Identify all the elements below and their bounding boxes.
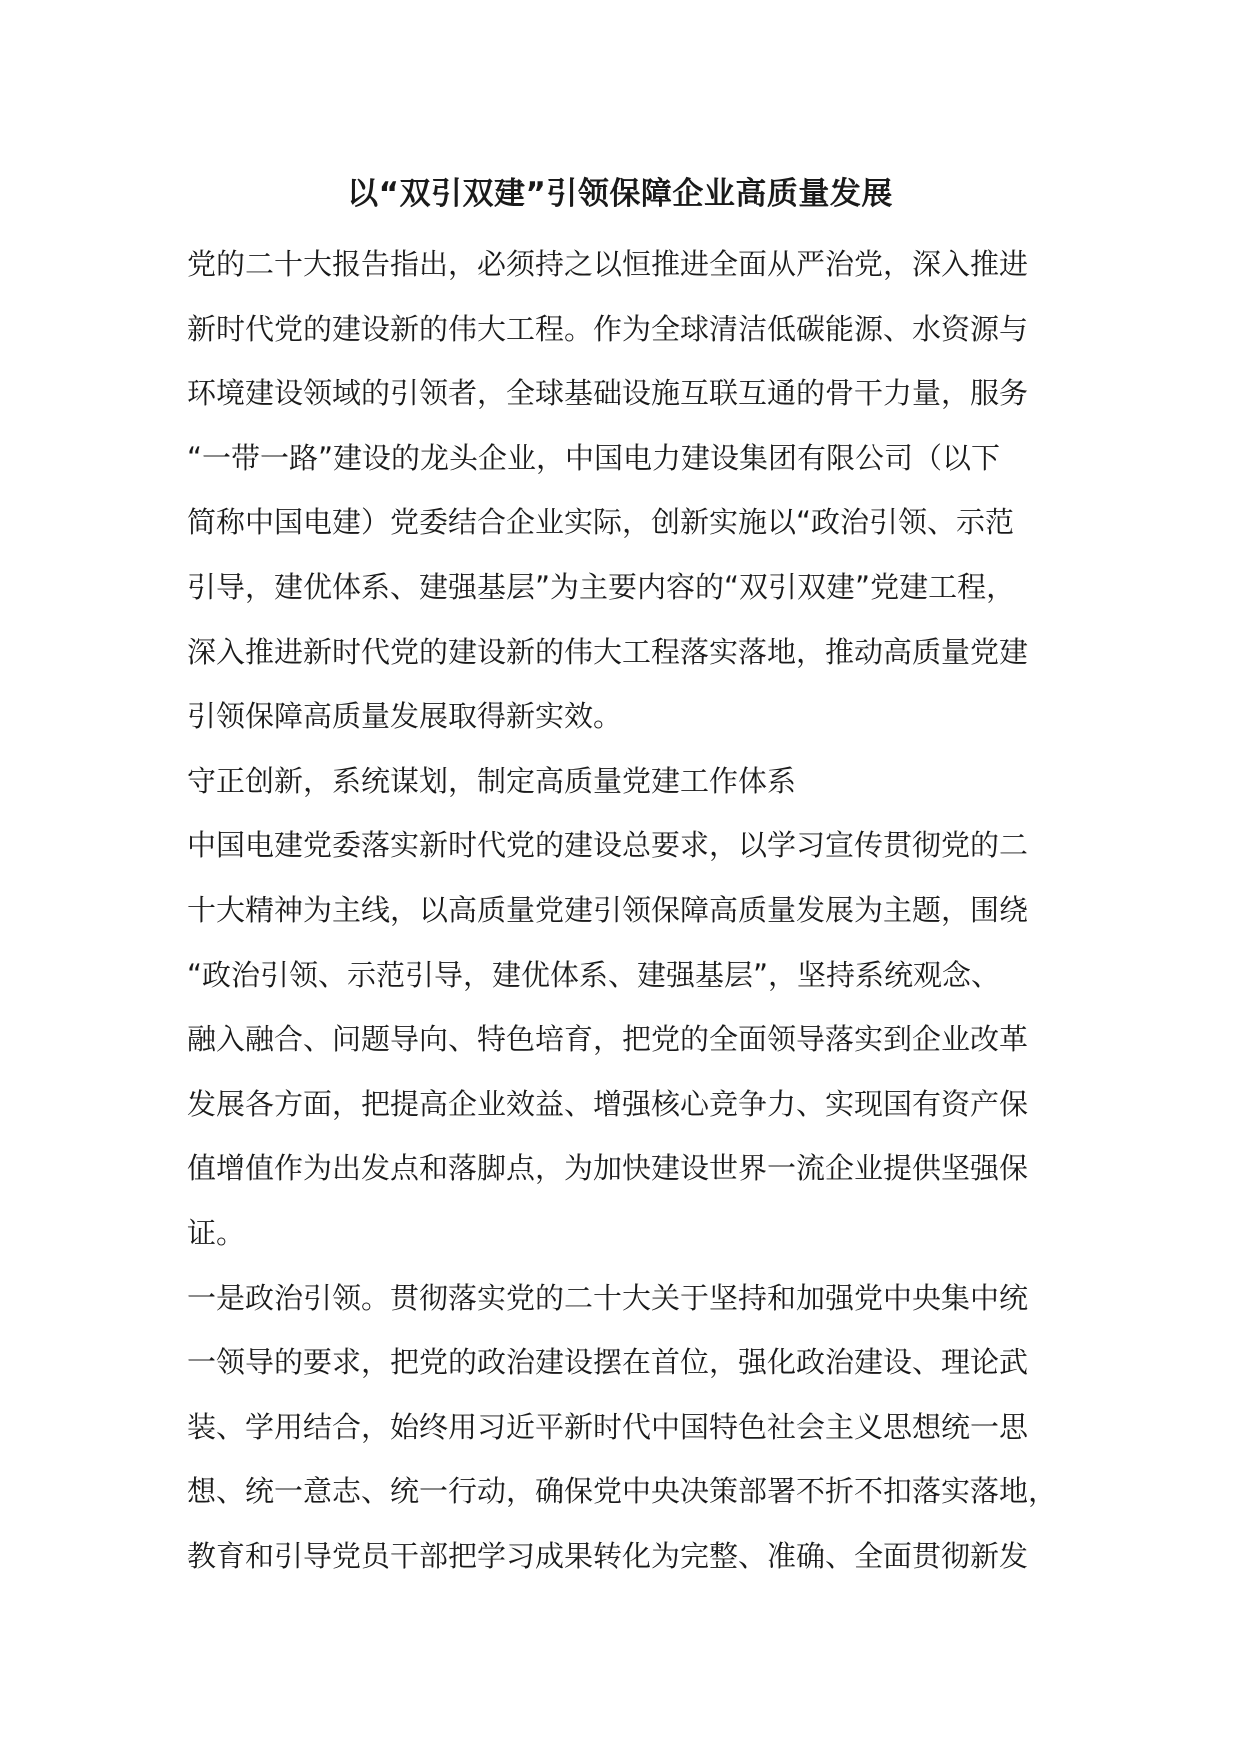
document-title: 以“双引双建”引领保障企业高质量发展 — [347, 176, 893, 212]
text-line: 教育和引导党员干部把学习成果转化为完整、准确、全面贯彻新发 — [187, 1538, 1029, 1573]
section-heading: 守正创新，系统谋划，制定高质量党建工作体系 — [187, 763, 797, 798]
text-line: 十大精神为主线，以高质量党建引领保障高质量发展为主题，围绕 — [187, 892, 1029, 927]
text-line: 党的二十大报告指出，必须持之以恒推进全面从严治党，深入推进 — [187, 247, 1029, 281]
text-line: 引领保障高质量发展取得新实效。 — [187, 699, 623, 734]
text-line: 新时代党的建设新的伟大工程。作为全球清洁低碳能源、水资源与 — [187, 311, 1029, 346]
text-line: 引导，建优体系、建强基层”为主要内容的“双引双建”党建工程， — [187, 569, 1016, 604]
document-body — [187, 232, 1067, 1588]
text-line: 值增值作为出发点和落脚点，为加快建设世界一流企业提供坚强保 — [187, 1151, 1029, 1186]
text-line: 证。 — [187, 1215, 246, 1250]
text-line: 融入融合、问题导向、特色培育，把党的全面领导落实到企业改革 — [187, 1022, 1029, 1057]
text-line: 装、学用结合，始终用习近平新时代中国特色社会主义思想统一思 — [187, 1409, 1029, 1444]
text-line: 深入推进新时代党的建设新的伟大工程落实落地，推动高质量党建 — [187, 634, 1029, 669]
text-line: 发展各方面，把提高企业效益、增强核心竞争力、实现国有资产保 — [187, 1086, 1029, 1121]
text-line: 中国电建党委落实新时代党的建设总要求，以学习宣传贯彻党的二 — [187, 828, 1029, 863]
text-line: 一是政治引领。贯彻落实党的二十大关于坚持和加强党中央集中统 — [187, 1280, 1029, 1315]
text-line: 一领导的要求，把党的政治建设摆在首位，强化政治建设、理论武 — [187, 1345, 1029, 1380]
text-line: 简称中国电建）党委结合企业实际，创新实施以“政治引领、示范 — [187, 505, 1015, 540]
text-line: “一带一路”建设的龙头企业，中国电力建设集团有限公司（以下 — [187, 440, 1001, 475]
text-line: 想、统一意志、统一行动，确保党中央决策部署不折不扣落实落地， — [187, 1474, 1058, 1509]
text-line: 环境建设领域的引领者，全球基础设施互联互通的骨干力量，服务 — [187, 376, 1029, 411]
text-line: “政治引领、示范引导，建优体系、建强基层”，坚持系统观念、 — [187, 957, 1001, 992]
